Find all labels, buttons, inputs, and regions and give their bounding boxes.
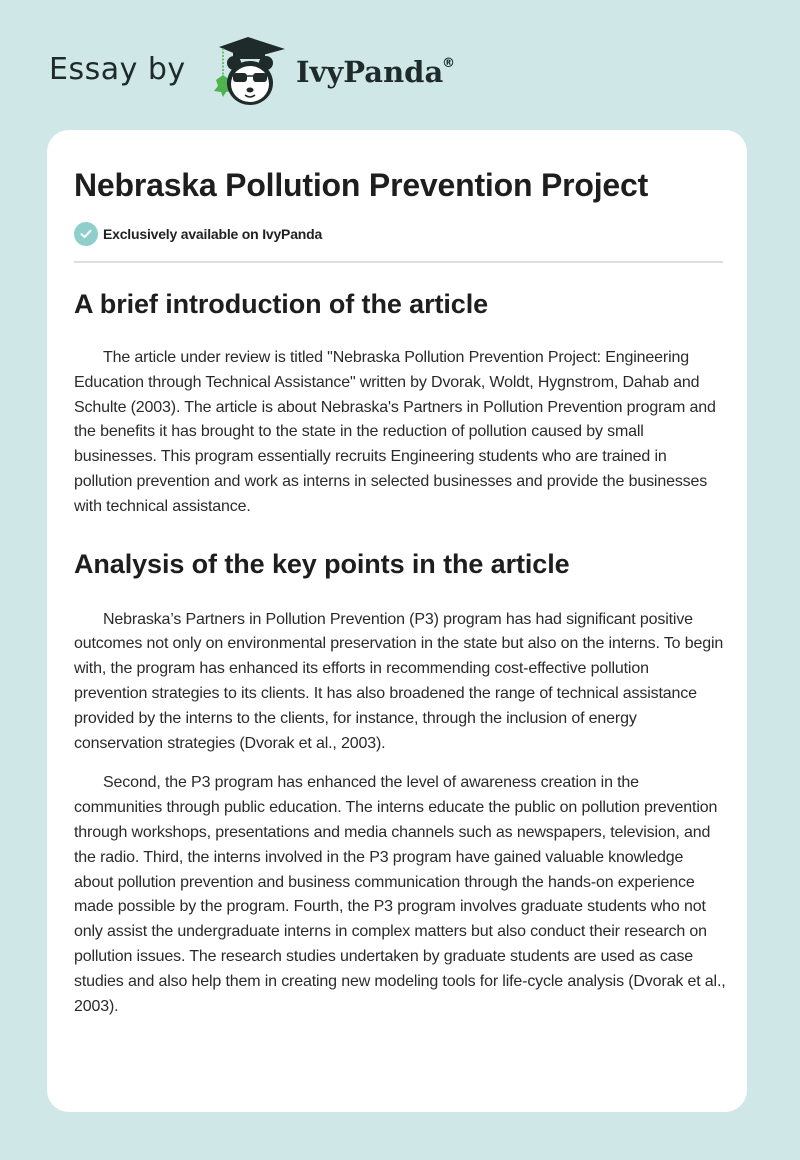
paragraph: The article under review is titled "Nebraska Pollution Prevention Project: Engineering Education through Technical Assistance" written by Dvorak, Woldt, Hygnstrom, Dahab and Schulte (2003). The article is about Nebraska's Partners in Pollution Prevention program and the benefits it has brought to the state in the reduction of pollution caused by small businesses. This program essentially recruits Engineering students who are trained in pollution prevention and work as interns in selected businesses and provide the businesses with technical assistance. [74,349,716,515]
exclusive-badge-text: Exclusively available on IvyPanda [103,226,323,242]
brand-name[interactable]: IvyPanda [296,55,444,89]
essay-by-label: Essay by [49,52,186,87]
paragraph: Nebraska’s Partners in Pollution Prevention (P3) program has had significant positive outcomes not only on environmental preservation in the state but also on the interns. To begin with, the program has enhanced its efforts in recommending cost-effective pollution prevention strategies to its clients. It has also broadened the range of technical assistance provided by the interns to the clients, for instance, through the inclusion of energy conservation strategies (Dvorak et al., 2003). [74,610,724,752]
site-header [0,0,800,130]
title-divider [74,261,723,263]
essay-card [47,130,747,1112]
check-circle-icon [74,222,98,246]
ivypanda-logo-icon[interactable] [203,35,293,110]
section-heading-introduction: A brief introduction of the article [74,289,489,319]
section-heading-analysis: Analysis of the key points in the article [74,548,570,579]
registered-mark: ® [442,56,455,71]
exclusive-badge [74,222,322,246]
page-title: Nebraska Pollution Prevention Project [74,167,649,203]
paragraph: Second, the P3 program has enhanced the level of awareness creation in the communities through public education. The interns educate the public on pollution prevention through workshops, presentations and media channels such as newspapers, television, and the radio. Third, the interns involved in the P3 program have gained valuable knowledge about pollution prevention and business communication through the hands-on experience made possible by the program. Fourth, the P3 program involves graduate students who not only assist the undergraduate interns in complex matters but also conduct their research on pollution issues. The research studies undertaken by graduate students are used as case studies and also help them in creating new modeling tools for life-cycle analysis (Dvorak et al., 2003). [74,774,726,1015]
article-body [74,280,726,1019]
